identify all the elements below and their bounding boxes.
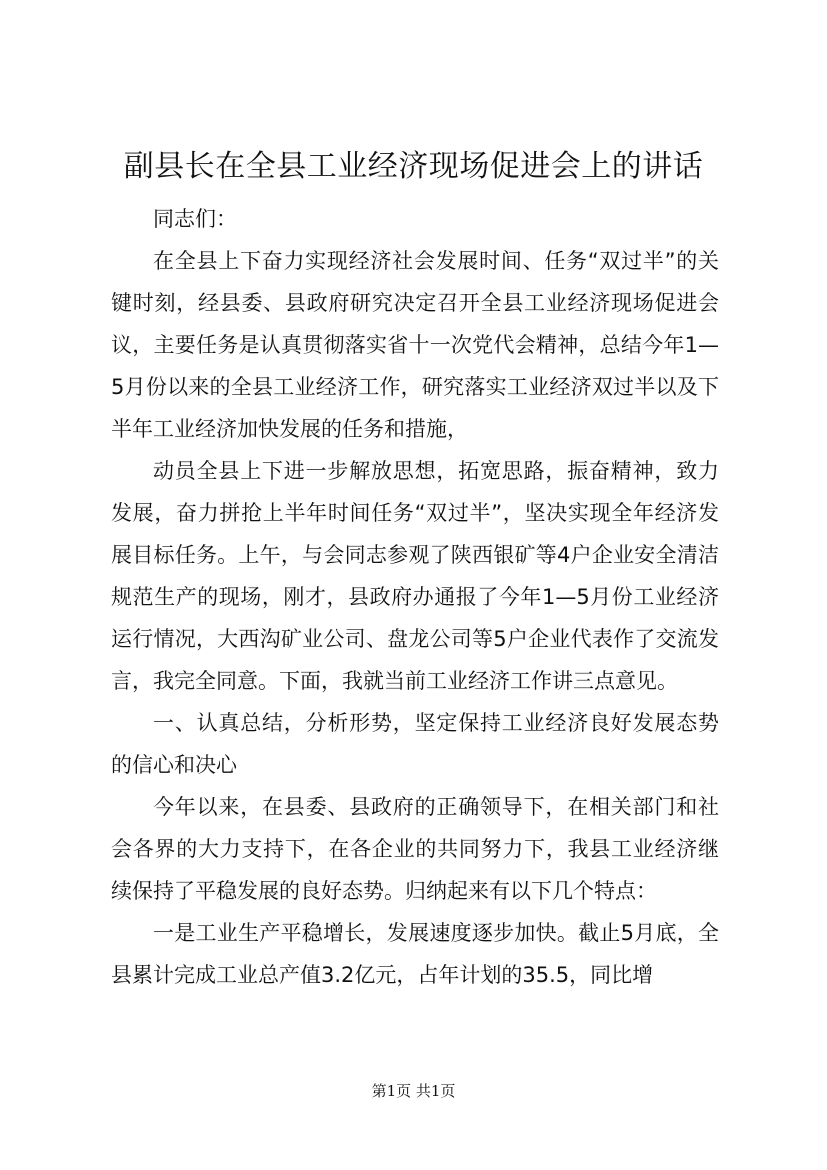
document-title: 副县长在全县工业经济现场促进会上的讲话	[123, 149, 704, 184]
paragraph-summary: 今年以来，在县委、县政府的正确领导下，在相关部门和社会各界的大力支持下，在各企业的共同努力下，我县工业经济继续保持了平稳发展的良好态势。归纳起来有以下几个特点：	[111, 795, 719, 903]
document-body	[111, 198, 719, 996]
section-heading-1: 一、认真总结，分析形势，坚定保持工业经济良好发展态势的信心和决心	[111, 711, 719, 777]
paragraph-mobilization: 动员全县上下进一步解放思想，拓宽思路，振奋精神，致力发展，奋力拼抢上半年时间任务“双过半”，坚决实现全年经济发展目标任务。上午，与会同志参观了陕西银矿等4户企业安全清洁规范生产的现场，刚才，县政府办通报了今年1—5月份工业经济运行情况，大西沟矿业公司、盘龙公司等5户企业代表作了交流发言，我完全同意。下面，我就当前工业经济工作讲三点意见。	[111, 459, 719, 693]
page-footer: 第1页 共1页	[371, 1082, 456, 1100]
paragraph-salutation: 同志们：	[153, 207, 237, 231]
paragraph-meeting-purpose: 在全县上下奋力实现经济社会发展时间、任务“双过半”的关键时刻，经县委、县政府研究决定召开全县工业经济现场促进会议，主要任务是认真贯彻落实省十一次党代会精神，总结今年1—5月份以来的全县工业经济工作，研究落实工业经济双过半以及下半年工业经济加快发展的任务和措施，	[111, 249, 719, 441]
paragraph-point-1: 一是工业生产平稳增长，发展速度逐步加快。截止5月底，全县累计完成工业总产值3.2亿元，占年计划的35.5，同比增	[111, 921, 719, 987]
